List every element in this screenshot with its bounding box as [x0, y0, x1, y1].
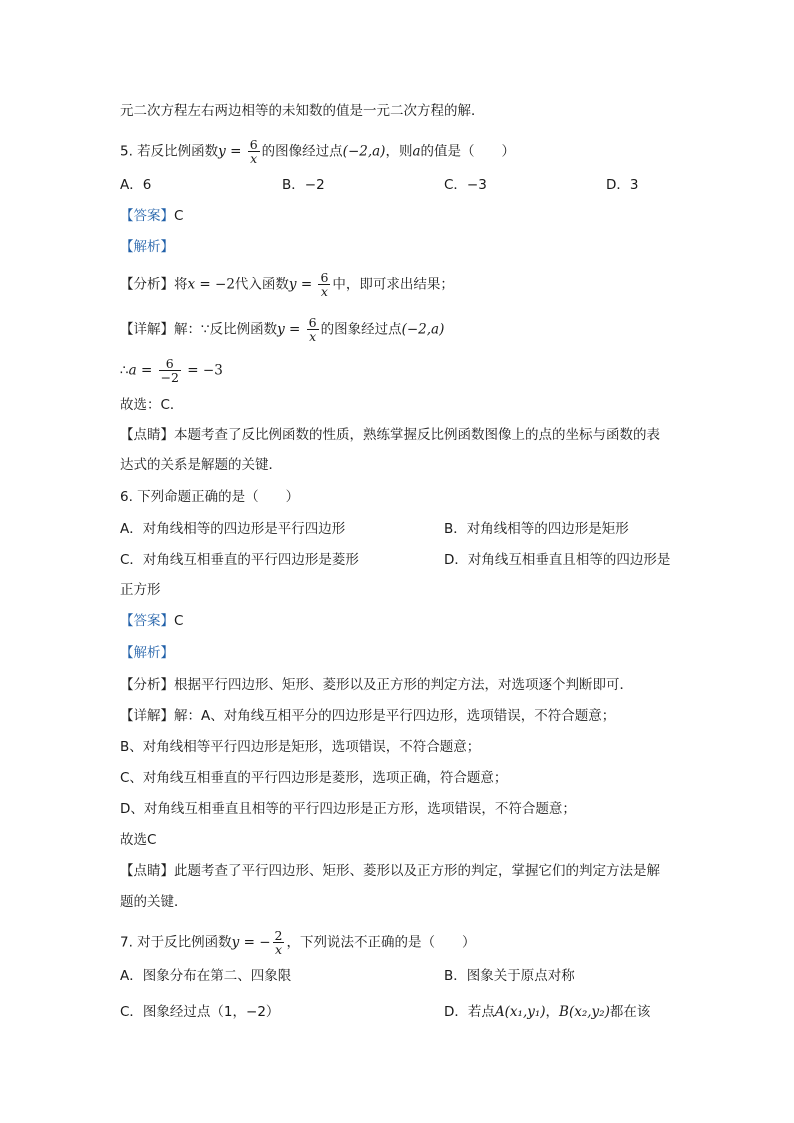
- fenxi-line: [120, 675, 633, 695]
- dianjing-line-1: [120, 425, 660, 445]
- text: 本题考查了反比例函数的性质，熟练掌握反比例函数图像上的点的坐标与函数的表: [174, 427, 660, 443]
- text: 根据平行四边形、矩形、菱形以及正方形的判定方法，对选项逐个判断即可．: [174, 677, 633, 693]
- equals: =: [136, 362, 157, 379]
- question-5-stem: [120, 138, 515, 165]
- numerator: 6: [320, 270, 329, 285]
- dianjing-tag: 【点睛】: [120, 427, 174, 443]
- answer-line: [120, 611, 183, 631]
- text: 解：A、对角线互相平分的四边形是平行四边形，选项错误，不符合题意；: [174, 708, 616, 724]
- var-y: y: [231, 934, 240, 951]
- conclusion: 故选C: [120, 832, 157, 848]
- option-d: D．3: [606, 177, 639, 193]
- var-y: y: [218, 143, 226, 160]
- option-d: [444, 1002, 650, 1022]
- xiangjie-tag: 【详解】: [120, 708, 174, 724]
- option-a: A．6: [120, 177, 152, 193]
- analysis-tag: 【解析】: [120, 645, 174, 661]
- numerator: 6: [159, 357, 181, 371]
- separator: ，: [545, 1004, 560, 1020]
- text: = −2代入函数: [195, 276, 289, 293]
- point: (−2,a): [342, 143, 386, 160]
- xiangjie-line: [120, 706, 615, 726]
- equals: =: [284, 321, 305, 338]
- option-b: B．图象关于原点对称: [444, 968, 575, 984]
- stem-text: 的图像经过点: [261, 143, 343, 160]
- fraction: [273, 929, 285, 956]
- option-b: B．−2: [282, 177, 325, 193]
- denominator: x: [309, 329, 317, 344]
- therefore-line: [120, 357, 223, 384]
- option-d: D．对角线互相垂直且相等的四边形是: [444, 552, 671, 568]
- point-a: A(x₁,y₁): [494, 1004, 546, 1020]
- xiangjie-tag: 【详解】: [120, 321, 174, 338]
- text: 中，即可求出结果；: [332, 276, 454, 293]
- fenxi-tag: 【分析】: [120, 677, 174, 693]
- fenxi-line: [120, 271, 454, 298]
- var-a: a: [412, 143, 421, 160]
- var-x: x: [187, 276, 196, 293]
- point: (−2,a): [401, 321, 445, 338]
- option-b: B．对角线相等的四边形是矩形: [444, 521, 629, 537]
- xiangjie-line: D、对角线互相垂直且相等的平行四边形是正方形，选项错误，不符合题意；: [120, 801, 576, 817]
- denominator: −2: [160, 370, 179, 385]
- option-c: C．对角线互相垂直的平行四边形是菱形: [120, 552, 359, 568]
- stem-text: ，下列说法不正确的是（ ）: [286, 934, 476, 951]
- dianjing-tag: 【点睛】: [120, 863, 174, 879]
- stem-text: 的值是（ ）: [420, 143, 516, 160]
- option-a: A．对角线相等的四边形是平行四边形: [120, 521, 346, 537]
- point-b: B(x₂,y₂): [559, 1004, 610, 1020]
- equals: =: [296, 276, 317, 293]
- answer-value: C: [174, 208, 184, 224]
- answer-value: C: [174, 613, 184, 629]
- text: 都在该: [609, 1004, 651, 1020]
- fraction: [248, 138, 260, 165]
- analysis-tag: 【解析】: [120, 239, 174, 255]
- answer-line: [120, 206, 183, 226]
- text: 将: [174, 276, 188, 293]
- denominator: x: [250, 151, 258, 166]
- xiangjie-line: [120, 316, 444, 343]
- text: 的图象经过点: [320, 321, 402, 338]
- text: 解：∵反比例函数: [174, 321, 278, 338]
- option-c: C．−3: [444, 177, 487, 193]
- text-line: 元二次方程左右两边相等的未知数的值是一元二次方程的解．: [120, 103, 485, 119]
- fraction: [307, 316, 319, 343]
- var-y: y: [288, 276, 297, 293]
- equals: =: [225, 143, 246, 160]
- answer-tag: 【答案】: [120, 613, 174, 629]
- dianjing-line-2: 题的关键．: [120, 894, 188, 910]
- var-a: a: [128, 362, 137, 379]
- answer-tag: 【答案】: [120, 208, 174, 224]
- therefore-symbol: ∴: [120, 362, 129, 379]
- xiangjie-line: C、对角线互相垂直的平行四边形是菱形，选项正确，符合题意；: [120, 770, 508, 786]
- dianjing-line-2: 达式的关系是解题的关键．: [120, 457, 282, 473]
- denominator: x: [320, 284, 328, 299]
- stem-text: ，则: [385, 143, 413, 160]
- var-y: y: [277, 321, 285, 338]
- stem-text: 7. 对于反比例函数: [120, 934, 232, 951]
- numerator: 6: [249, 137, 258, 152]
- option-c: C．图象经过点（1，−2）: [120, 1004, 280, 1020]
- conclusion: 故选：C．: [120, 397, 184, 413]
- question-6-stem: 6. 下列命题正确的是（ ）: [120, 489, 300, 505]
- fraction: [159, 357, 181, 384]
- text: 此题考查了平行四边形、矩形、菱形以及正方形的判定，掌握它们的判定方法是解: [174, 863, 660, 879]
- numerator: 6: [308, 315, 317, 330]
- result: = −3: [183, 362, 223, 379]
- denominator: x: [274, 942, 283, 957]
- stem-text: 5. 若反比例函数: [120, 143, 219, 160]
- xiangjie-line: B、对角线相等平行四边形是矩形，选项错误，不符合题意；: [120, 739, 481, 755]
- question-7-stem: [120, 929, 475, 956]
- option-d-continued: 正方形: [120, 582, 161, 598]
- option-a: A．图象分布在第二、四象限: [120, 968, 292, 984]
- fenxi-tag: 【分析】: [120, 276, 174, 293]
- dianjing-line-1: [120, 861, 660, 881]
- fraction: [318, 271, 330, 298]
- numerator: 2: [274, 928, 283, 943]
- text: D．若点: [444, 1004, 495, 1020]
- equals: = −: [239, 934, 271, 951]
